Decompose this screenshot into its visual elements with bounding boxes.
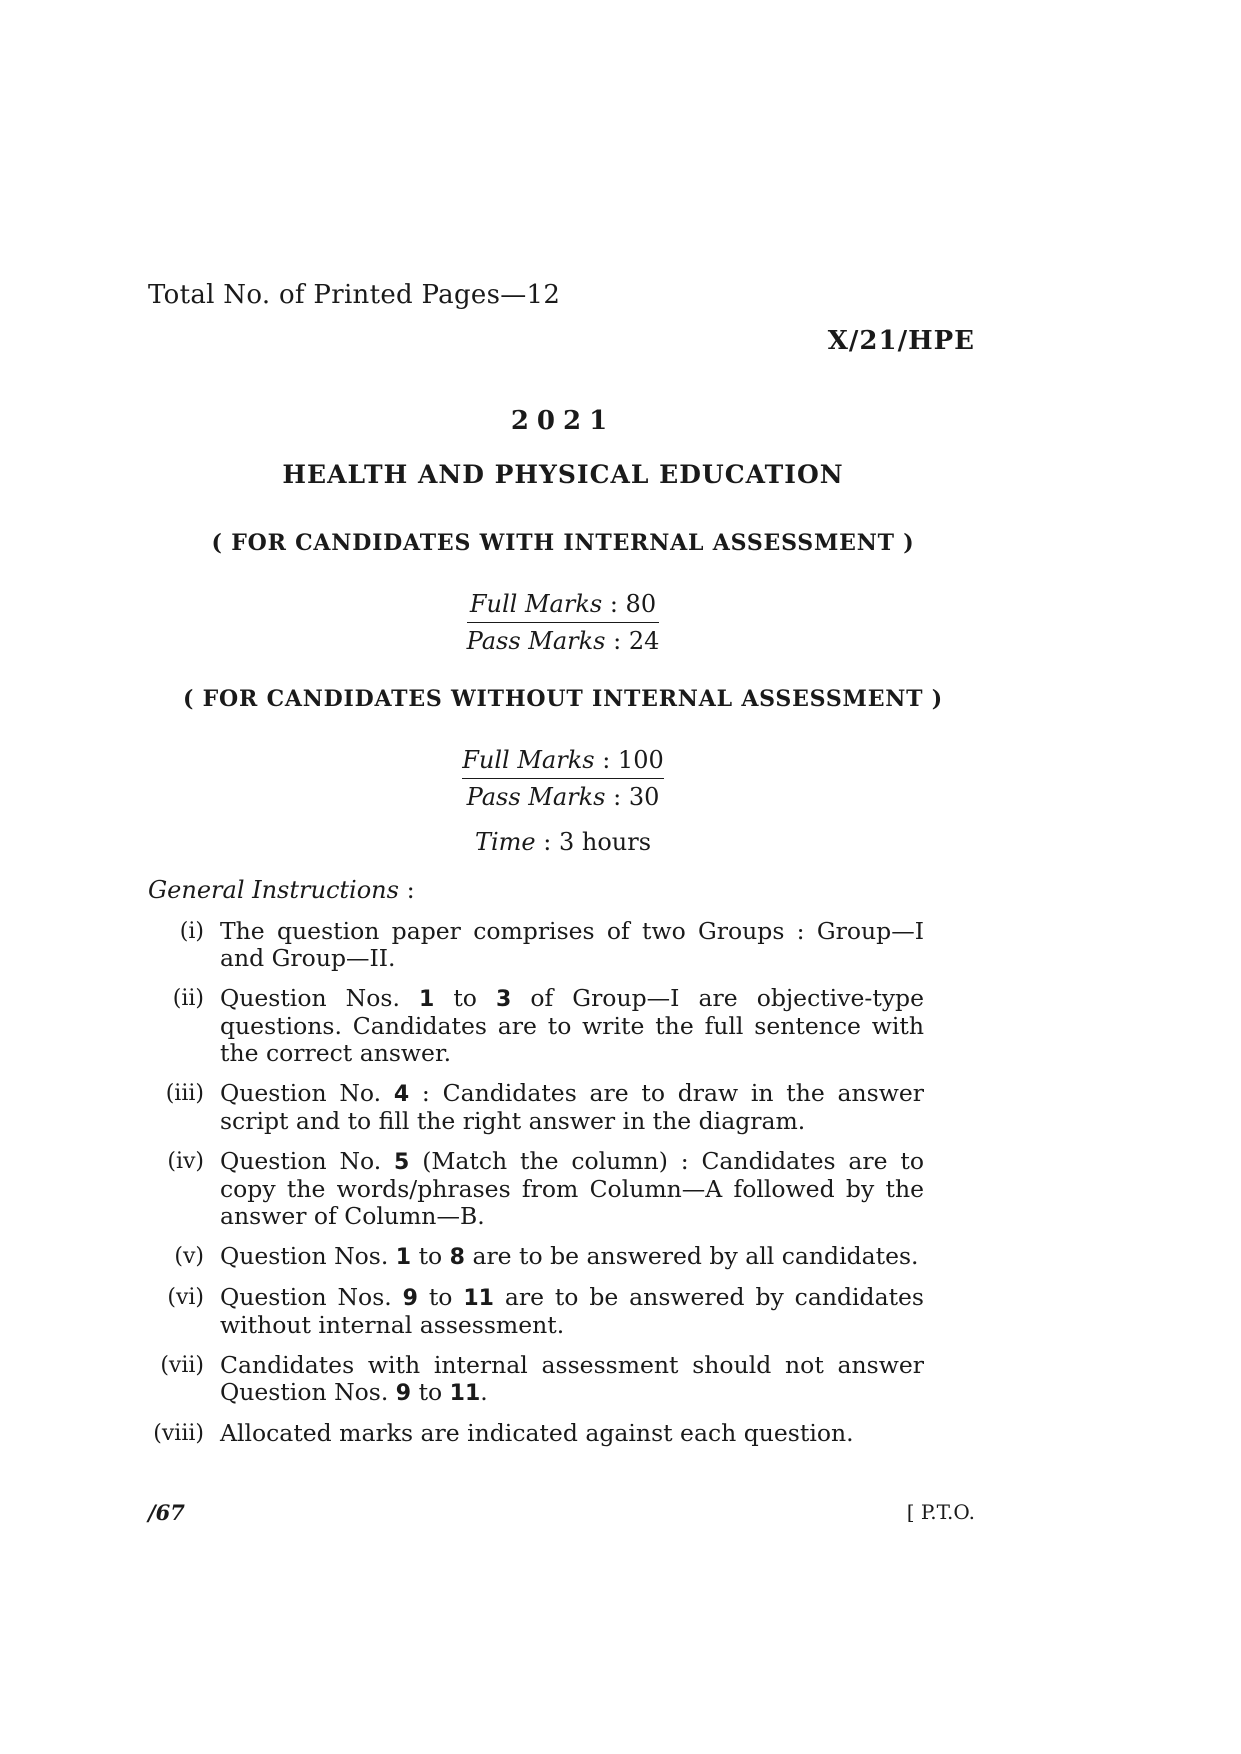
subject-title: HEALTH AND PHYSICAL EDUCATION	[282, 460, 844, 489]
instruction-text-part: Question No.	[220, 1079, 394, 1107]
general-instructions-heading: General Instructions :	[148, 876, 415, 904]
instruction-text-part: Question Nos.	[220, 1242, 396, 1270]
question-number: 3	[496, 987, 512, 1012]
exam-time: Time : 3 hours	[474, 828, 652, 856]
question-number: 8	[449, 1245, 465, 1270]
instruction-text-part: to	[434, 984, 497, 1012]
full-marks-line: Full Marks : 80	[467, 586, 660, 623]
instruction-item	[148, 1148, 924, 1230]
instruction-number: (viii)	[153, 1421, 204, 1446]
pass-marks-value: 30	[628, 783, 660, 811]
instruction-text	[220, 1243, 924, 1271]
instruction-text	[220, 985, 924, 1067]
instruction-item	[148, 1352, 924, 1407]
instruction-item	[148, 1420, 924, 1447]
full-marks-line: Full Marks : 100	[462, 742, 663, 779]
instruction-text-part: are to be answered by candidates without internal assessment.	[220, 1283, 924, 1339]
printed-pages-count: Total No. of Printed Pages—12	[148, 280, 561, 310]
instruction-text	[220, 1284, 924, 1339]
instructions-list	[148, 918, 924, 1460]
instruction-number: (i)	[179, 919, 204, 944]
instruction-text-part: (Match the column) : Candidates are to copy the words/phrases from Column—A followed by the answer of Column—B.	[220, 1147, 924, 1230]
instruction-number: (vii)	[160, 1353, 204, 1378]
full-marks-label: Full Marks	[462, 746, 595, 774]
instruction-text	[220, 1420, 924, 1447]
instruction-text-part: to	[417, 1283, 464, 1311]
pass-marks-value: 24	[628, 627, 660, 655]
time-label: Time	[474, 828, 536, 856]
marks-with-internal-assessment	[0, 586, 1126, 659]
pass-marks-label: Pass Marks	[466, 783, 606, 811]
question-number: 4	[393, 1082, 410, 1107]
footer-code: /67	[148, 1500, 185, 1525]
question-number: 11	[449, 1381, 481, 1406]
instruction-number: (ii)	[172, 986, 204, 1011]
instruction-text-part: Allocated marks are indicated against each question.	[220, 1419, 854, 1447]
question-number: 5	[394, 1150, 410, 1175]
pass-marks-label: Pass Marks	[466, 627, 606, 655]
instruction-text-part: .	[480, 1378, 488, 1406]
exam-year: 2021	[510, 406, 616, 436]
category-without-internal-assessment: ( FOR CANDIDATES WITHOUT INTERNAL ASSESSMENT )	[182, 686, 944, 712]
instruction-number: (vi)	[167, 1285, 204, 1310]
instruction-text-part: Question Nos.	[220, 1283, 403, 1311]
time-value: 3 hours	[558, 828, 652, 856]
full-marks-value: 80	[625, 590, 657, 618]
instruction-item	[148, 1284, 924, 1339]
instruction-item	[148, 1080, 924, 1135]
instruction-number: (iii)	[165, 1081, 204, 1106]
instruction-text-part: Candidates with internal assessment should not answer Question Nos.	[220, 1351, 924, 1406]
marks-without-internal-assessment	[0, 742, 1126, 815]
instruction-number: (v)	[174, 1244, 204, 1269]
instruction-text	[220, 918, 924, 972]
pass-marks-line: Pass Marks : 24	[466, 627, 660, 655]
instruction-item	[148, 985, 924, 1067]
pass-marks-line: Pass Marks : 30	[466, 783, 660, 811]
instruction-text-part: : Candidates are to draw in the answer script and to fill the right answer in the diagram.	[220, 1079, 924, 1135]
instruction-text	[220, 1080, 924, 1135]
full-marks-value: 100	[617, 746, 664, 774]
general-instructions-label: General Instructions	[148, 876, 399, 904]
question-number: 1	[395, 1245, 412, 1270]
question-number: 9	[402, 1286, 418, 1311]
instruction-text-part: Question Nos.	[220, 984, 419, 1012]
instruction-text	[220, 1148, 924, 1230]
instruction-text-part: to	[411, 1242, 450, 1270]
instruction-item	[148, 1243, 924, 1271]
question-number: 9	[395, 1381, 412, 1406]
paper-code: X/21/HPE	[827, 326, 975, 356]
footer-pto: [ P.T.O.	[906, 1500, 975, 1524]
instruction-number: (iv)	[167, 1149, 204, 1174]
full-marks-label: Full Marks	[469, 590, 603, 618]
instruction-text-part: are to be answered by all candidates.	[464, 1242, 919, 1270]
instruction-item	[148, 918, 924, 972]
instruction-text-part: The question paper comprises of two Groups : Group—I and Group—II.	[220, 917, 924, 972]
question-number: 1	[418, 987, 435, 1012]
instruction-text	[220, 1352, 924, 1407]
question-number: 11	[463, 1286, 494, 1311]
instruction-text-part: of Group—I are objective-type questions. Candidates are to write the full sentence with the correct answer.	[220, 984, 924, 1067]
category-with-internal-assessment: ( FOR CANDIDATES WITH INTERNAL ASSESSMENT )	[211, 530, 915, 556]
instruction-text-part: to	[411, 1378, 450, 1406]
instruction-text-part: Question No.	[220, 1147, 395, 1175]
